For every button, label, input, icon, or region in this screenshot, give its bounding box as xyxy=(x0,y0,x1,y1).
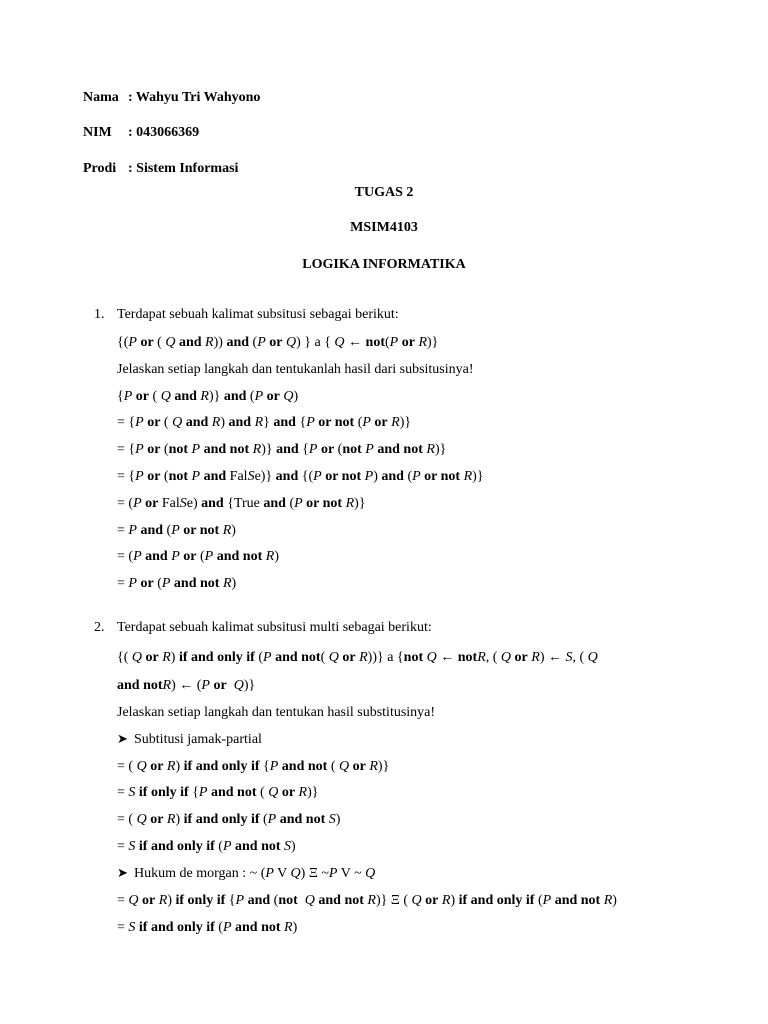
q1-step-7: = (P and P or (P and not R) xyxy=(117,549,279,564)
q2-bullet-2: ➤ Hukum de morgan : ~ (P V Q) Ξ ~P V ~ Q xyxy=(117,866,376,881)
q2-step-6: = S if and only if (P and not R) xyxy=(117,920,298,935)
name-row xyxy=(83,89,260,107)
name-label: Nama xyxy=(83,90,119,105)
nim-value: : 043066369 xyxy=(128,125,200,140)
q2-number: 2. xyxy=(94,620,105,635)
q1-step-6: = P and (P or not R) xyxy=(117,523,236,538)
prodi-value: : Sistem Informasi xyxy=(128,161,239,176)
course-name: LOGIKA INFORMATIKA xyxy=(302,257,466,272)
q2-bullet-1 xyxy=(117,731,262,749)
q2-step-1: = ( Q or R) if and only if {P and not ( Q or R)} xyxy=(117,759,390,774)
q2-formula-line-2: and notR) ← (P or Q)} xyxy=(117,678,256,693)
q2-formula-line-1: {( Q or R) if and only if (P and not( Q or R))} a {not Q ← notR, ( Q or R) ← S, ( Q xyxy=(117,650,598,665)
q2-prompt: Terdapat sebuah kalimat subsitusi multi sebagai berikut: xyxy=(117,620,432,635)
q2-step-4: = S if and only if (P and not S) xyxy=(117,839,296,854)
arrow-bullet-icon: ➤ xyxy=(117,866,128,881)
assignment-title: TUGAS 2 xyxy=(354,185,414,200)
q1-step-4: = {P or (not P and FalSe)} and {(P or not P) and (P or not R)} xyxy=(117,469,484,484)
q2-instruction: Jelaskan setiap langkah dan tentukan hasil substitusinya! xyxy=(117,705,436,720)
q2-step-2: = S if only if {P and not ( Q or R)} xyxy=(117,785,319,800)
q2-step-5: = Q or R) if only if {P and (not Q and not R)} Ξ ( Q or R) if and only if (P and not R) xyxy=(117,893,617,908)
course-code: MSIM4103 xyxy=(350,220,418,235)
prodi-row xyxy=(83,160,238,178)
q1-prompt: Terdapat sebuah kalimat subsitusi sebagai berikut: xyxy=(117,307,399,322)
q2-bullet-1-text: Subtitusi jamak-partial xyxy=(134,732,262,747)
nim-label: NIM xyxy=(83,125,112,140)
q1-instruction: Jelaskan setiap langkah dan tentukanlah hasil dari subsitusinya! xyxy=(117,362,474,377)
arrow-bullet-icon: ➤ xyxy=(117,732,128,747)
nim-row xyxy=(83,124,199,142)
name-value: : Wahyu Tri Wahyono xyxy=(128,90,261,105)
q1-step-1: {P or ( Q and R)} and (P or Q) xyxy=(117,389,299,404)
q1-step-3: = {P or (not P and not R)} and {P or (not P and not R)} xyxy=(117,442,447,457)
q2-step-3: = ( Q or R) if and only if (P and not S) xyxy=(117,812,341,827)
q1-formula: {(P or ( Q and R)) and (P or Q) } a { Q ← not(P or R)} xyxy=(117,335,439,350)
q1-step-5: = (P or FalSe) and {True and (P or not R)} xyxy=(117,496,366,511)
prodi-label: Prodi xyxy=(83,161,117,176)
q1-step-2: = {P or ( Q and R) and R} and {P or not (P or R)} xyxy=(117,415,412,430)
q1-step-8: = P or (P and not R) xyxy=(117,576,237,591)
q1-number: 1. xyxy=(94,307,105,322)
